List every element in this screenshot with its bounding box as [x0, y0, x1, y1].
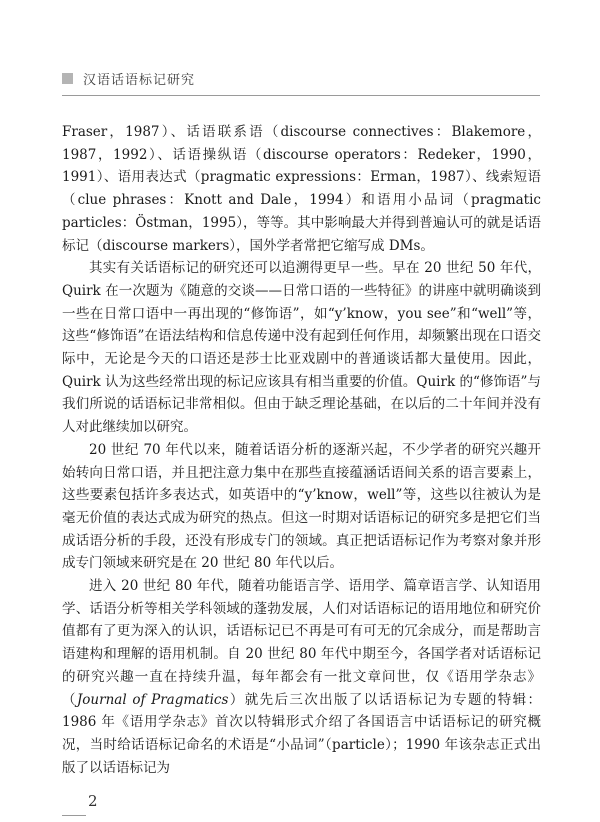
page-number: 2 [88, 792, 98, 810]
journal-title: Journal of Pragmatics [76, 691, 229, 708]
header-square-icon [62, 73, 73, 84]
body-text [62, 121, 541, 779]
paragraph-1: Fraser，1987）、话语联系语（discourse connectives：Blakemore，1987，1992）、话语操纵语（discourse operators：Redeker，1990，1991）、语用表达式（pragmatic expressions：Erman，1987）、线索短语（clue phrases：Knott and Dale，1994）和语用小品词（pragmatic particles：Östman，1995），等等。其中影响最大并得到普遍认可的就是话语标记（discourse markers），国外学者常把它缩写成 DMs。 [62, 124, 541, 254]
running-head [62, 69, 195, 88]
footer-rule [62, 815, 86, 816]
paragraph-3: 20 世纪 70 年代以来，随着话语分析的逐渐兴起，不少学者的研究兴趣开始转向日常口语，并且把注意力集中在那些直接蕴涵话语间关系的语言要素上，这些要素包括许多表达式，如英语中的“y’know，well”等，这些以往被认为是毫无价值的表达式成为研究的热点。但这一时期对话语标记的研究多是把它们当成话语分析的手段，还没有形成专门的领域。真正把话语标记作为考察对象并形成专门领域来研究是在 20 世纪 80 年代以后。 [62, 441, 541, 572]
paragraph-4-text-b: ）就先后三次出版了以话语标记为专题的特辑：1986 年《语用学杂志》首次以特辑形式介绍了各国语言中话语标记的研究概况，当时给话语标记命名的术语是“小品词”（particle）；1990 年该杂志正式出版了以话语标记为 [62, 691, 542, 776]
paragraph-4 [62, 575, 541, 779]
header-rule [62, 95, 540, 96]
paragraph-4-text-a: 进入 20 世纪 80 年代，随着功能语言学、语用学、篇章语言学、认知语用学、话语分析等相关学科领域的蓬勃发展，人们对话语标记的语用地位和研究价值都有了更为深入的认识，话语标记已不再是可有可无的冗余成分，而是帮助言语建构和理解的语用机制。自 20 世纪 80 年代中期至今，各国学者对话语标记的研究兴趣一直在持续升温，每年都会有一批文章问世，仅《语用学杂志》（ [62, 578, 541, 708]
paragraph-2: 其实有关话语标记的研究还可以追溯得更早一些。早在 20 世纪 50 年代，Quirk 在一次题为《随意的交谈——日常口语的一些特征》的讲座中就明确谈到一些在日常口语中一再出现的“修饰语”，如“y’know，you see”和“well”等，这些“修饰语”在语法结构和信息传递中没有起到任何作用，却频繁出现在口语交际中，无论是今天的口语还是莎士比亚戏剧中的普通谈话都大量使用。因此，Quirk 认为这些经常出现的标记应该具有相当重要的价值。Quirk 的“修饰语”与我们所说的话语标记非常相似。但由于缺乏理论基础，在以后的二十年间并没有人对此继续加以研究。 [62, 260, 541, 436]
running-title: 汉语话语标记研究 [83, 73, 196, 88]
